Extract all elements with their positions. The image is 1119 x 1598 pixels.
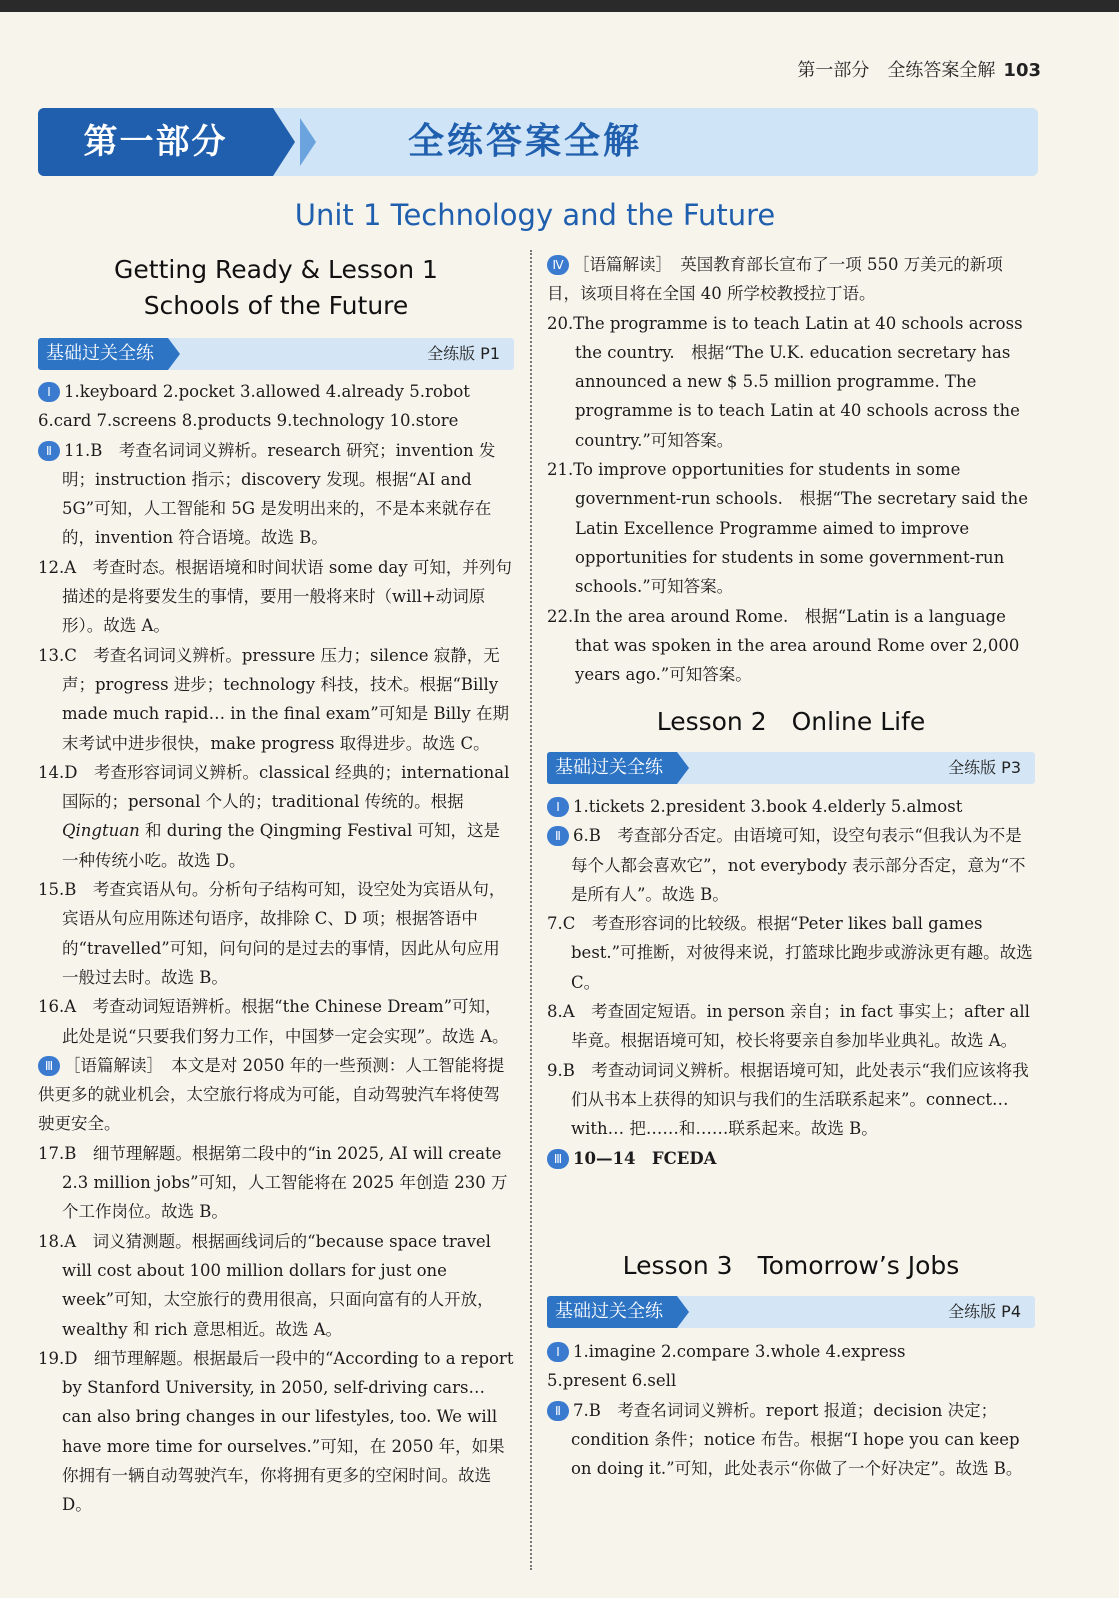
answer-6 (547, 821, 1035, 909)
reading-IV (547, 250, 1035, 689)
roman-badge: Ⅰ (547, 797, 569, 817)
answer-group-III (547, 1144, 1035, 1173)
answer-text: 1.imagine 2.compare 3.whole 4.express (573, 1342, 906, 1361)
answer-group-I (547, 1337, 1035, 1366)
reading-intro-III (38, 1051, 514, 1139)
answer-20: 20.The programme is to teach Latin at 40 schools across the country. 根据“The U.K. education secretary has announced a new $ 5.5 million programme. The programme is to teach Latin at 40 schools across the country.”可知答案。 (547, 313, 1023, 450)
answer-italic: Qingtuan (62, 821, 140, 841)
column-divider (530, 250, 532, 1570)
lesson3-title: Lesson 3 Tomorrow’s Jobs (622, 1251, 960, 1280)
answer-21: 21.To improve opportunities for students in some government-run schools. 根据“The secretary said the Latin Excellence Programme aimed to improve opportunities for students in some government-run schools.”可知答案。 (547, 460, 1028, 597)
lesson1-title-line1: Getting Ready & Lesson 1 (114, 255, 438, 284)
roman-badge: Ⅲ (547, 1149, 569, 1169)
section-label: 基础过关全练 (547, 752, 677, 784)
answer-line: 5.present 6.sell (547, 1371, 677, 1391)
answer-8: 8.A 考查固定短语。in person 亲自；in fact 事实上；after all 毕竟。根据语境可知，校长将要亲自参加毕业典礼。故选 A。 (547, 1002, 1030, 1051)
lesson1-section-bar (38, 338, 514, 370)
lesson1-title (38, 252, 514, 324)
roman-badge: Ⅰ (547, 1342, 569, 1362)
lesson2-section-bar (547, 752, 1035, 784)
roman-badge: Ⅳ (547, 255, 569, 275)
answer-15: 15.B 考查宾语从句。分析句子结构可知，设空处为宾语从句，宾语从句应用陈述句语序，故排除 C、D 项；根据答语中的“travelled”可知，问句问的是过去的事情，因此从句应用一般过去时。故选 B。 (38, 880, 506, 987)
answer-line: 1.keyboard 2.pocket 3.allowed 4.already 5.robot (64, 382, 470, 401)
edition-ref: 全练版 P1 (427, 344, 500, 363)
chevron-icon (273, 108, 295, 176)
section-label: 基础过关全练 (547, 1296, 677, 1328)
roman-badge: Ⅲ (38, 1056, 60, 1076)
edition-ref: 全练版 P3 (948, 758, 1021, 777)
lesson2-title: Lesson 2 Online Life (656, 707, 926, 736)
lesson1-title-line2: Schools of the Future (143, 291, 409, 320)
roman-badge: Ⅱ (547, 1401, 569, 1421)
answer-text: 14.D 考查形容词词义辨析。classical 经典的；international 国际的；personal 个人的；traditional 传统的。根据 (38, 762, 510, 812)
answer-12: 12.A 考查时态。根据语境和时间状语 some day 可知，并列句描述的是将要发生的事情，要用一般将来时（will+动词原形）。故选 A。 (38, 557, 512, 636)
answer-text: 11.B 考查名词词义辨析。research 研究；invention 发明；instruction 指示；discovery 发现。根据“AI and 5G”可知，人工智能和 5G 是发明出来的，不是本来就存在的，invention 符合语境。故选 B。 (62, 440, 496, 548)
roman-badge: Ⅱ (547, 826, 569, 846)
answer-group-I (547, 792, 1035, 821)
answer-group-I (38, 377, 514, 406)
answer-22: 22.In the area around Rome. 根据“Latin is a language that was spoken in the area around Rome over 2,000 years ago.”可知答案。 (547, 606, 1020, 685)
answer-7: 7.C 考查形容词的比较级。根据“Peter likes ball games best.”可推断，对彼得来说，打篮球比跑步或游泳更有趣。故选 C。 (547, 914, 1033, 992)
chevron-icon (300, 118, 316, 166)
answer-text: ［语篇解读］ 本文是对 2050 年的一些预测：人工智能将提供更多的就业机会，太空旅行将成为可能，自动驾驶汽车将使驾驶更安全。 (38, 1055, 505, 1134)
roman-badge: Ⅱ (38, 441, 60, 461)
answer-text: 和 during the Qingming Festival 可知，这是一种传统小吃。故选 D。 (62, 821, 500, 870)
answer-9: 9.B 考查动词词义辨析。根据语境可知，此处表示“我们应该将我们从书本上获得的知识与我们的生活联系起来”。connect… with… 把……和……联系起来。故选 B。 (547, 1060, 1029, 1139)
answer-17: 17.B 细节理解题。根据第二段中的“in 2025, AI will create 2.3 million jobs”可知，人工智能将在 2025 年创造 230 万个工作岗位。故选 B。 (38, 1143, 508, 1222)
page-number: 103 (1003, 60, 1041, 81)
part-banner (38, 108, 1038, 176)
answer-text: ［语篇解读］ 英国教育部长宣布了一项 550 万美元的新项目，该项目将在全国 40 所学校教授拉丁语。 (547, 255, 1003, 304)
part-label: 第一部分 (38, 108, 273, 176)
edition-ref: 全练版 P4 (948, 1302, 1021, 1321)
answer-7 (547, 1396, 1035, 1484)
lesson3-section-bar (547, 1296, 1035, 1328)
answer-text: 10—14 FCEDA (573, 1148, 717, 1168)
answer-19: 19.D 细节理解题。根据最后一段中的“According to a report by Stanford University, in 2050, self-driving cars…can also bring changes in our lifestyles, too. We will have more time for ourselves.”可知，在 2050 年，如果你拥有一辆自动驾驶汽车，你将拥有更多的空闲时间。故选 D。 (38, 1348, 514, 1515)
answer-13: 13.C 考查名词词义辨析。pressure 压力；silence 寂静，无声；progress 进步；technology 科技，技术。根据“Billy made much rapid… in the final exam”可知是 Billy 在期末考试中进步很快，make progress 取得进步。故选 C。 (38, 645, 509, 753)
unit-title: Unit 1 Technology and the Future (294, 198, 776, 232)
answer-14 (38, 758, 514, 875)
answer-text: 7.B 考查名词词义辨析。report 报道；decision 决定；condition 条件；notice 布告。根据“I hope you can keep on doing it.”可知，此处表示“你做了一个好决定”。故选 B。 (571, 1400, 1023, 1479)
answer-16: 16.A 考查动词短语辨析。根据“the Chinese Dream”可知，此处是说“只要我们努力工作，中国梦一定会实现”。故选 A。 (38, 997, 509, 1046)
answer-11 (38, 436, 514, 553)
reading-intro-IV (547, 250, 1035, 309)
top-rule (0, 0, 1119, 12)
running-title: 第一部分 全练答案全解 (797, 60, 996, 81)
lesson1-answers (38, 377, 514, 1520)
answer-text: 6.B 考查部分否定。由语境可知，设空句表示“但我认为不是每个人都会喜欢它”，not everybody 表示部分否定，意为“不是所有人”。故选 B。 (571, 826, 1026, 904)
answer-line: 6.card 7.screens 8.products 9.technology 10.store (38, 411, 459, 431)
running-header (797, 56, 1041, 82)
part-title: 全练答案全解 (408, 121, 643, 162)
lesson3-answers (547, 1337, 1035, 1483)
answer-18: 18.A 词义猜测题。根据画线词后的“because space travel will cost about 100 million dollars for just one week”可知，太空旅行的费用很高，只面向富有的人开放，wealthy 和 rich 意思相近。故选 A。 (38, 1231, 494, 1339)
section-label: 基础过关全练 (38, 338, 168, 370)
answer-text: 1.tickets 2.president 3.book 4.elderly 5.almost (573, 797, 963, 816)
lesson2-answers (547, 792, 1035, 1173)
roman-badge: Ⅰ (38, 382, 60, 402)
